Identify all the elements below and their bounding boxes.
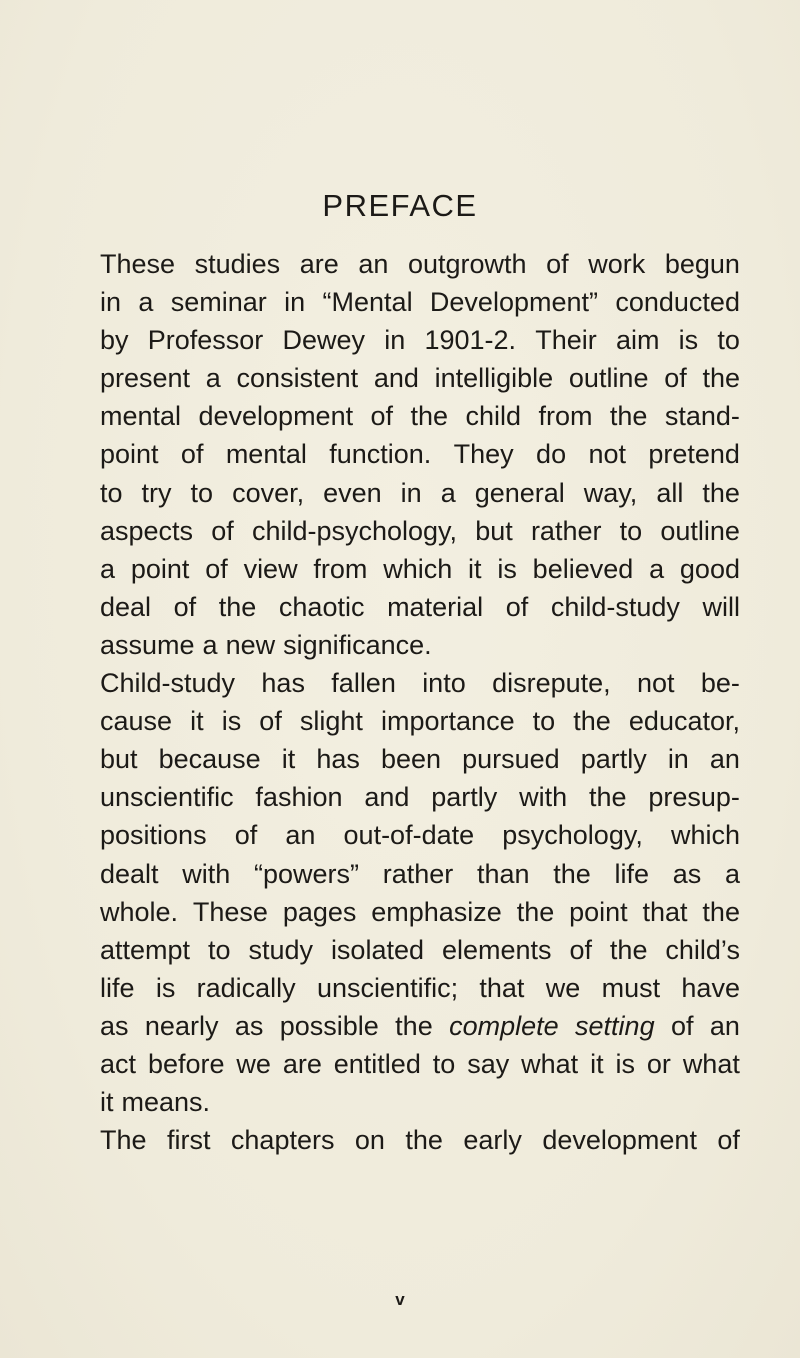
word: which xyxy=(670,820,740,851)
word: good xyxy=(679,553,740,584)
word: way, xyxy=(583,477,638,508)
word: say xyxy=(467,1048,510,1079)
word: fallen xyxy=(331,668,396,699)
word: Development” xyxy=(429,287,598,318)
word: been xyxy=(380,744,442,775)
word: view xyxy=(243,553,298,584)
word: assume xyxy=(100,629,195,660)
word: complete xyxy=(449,1010,559,1041)
text-line xyxy=(100,1045,740,1083)
word: “powers” xyxy=(253,858,360,889)
word: is xyxy=(615,1048,635,1079)
word: dealt xyxy=(100,858,159,889)
word: significance. xyxy=(283,629,432,660)
word: or xyxy=(646,1048,671,1079)
word: has xyxy=(316,744,360,775)
word: general xyxy=(474,477,565,508)
word: to xyxy=(207,934,231,965)
text-line xyxy=(100,397,740,435)
word: They xyxy=(453,439,514,470)
word: it xyxy=(190,706,204,737)
word: an xyxy=(709,744,740,775)
text-line xyxy=(100,1083,740,1121)
word: partly xyxy=(431,782,498,813)
word: the xyxy=(702,896,740,927)
word: cause xyxy=(100,706,173,737)
word: before xyxy=(147,1048,225,1079)
word: Dewey xyxy=(282,325,366,356)
word: positions xyxy=(100,820,207,851)
word: the xyxy=(609,934,648,965)
word: fashion xyxy=(255,782,343,813)
word: partly xyxy=(580,744,647,775)
word: Child-study xyxy=(100,668,236,699)
word: an xyxy=(709,1010,740,1041)
word: Their xyxy=(535,325,597,356)
word: by xyxy=(100,325,129,356)
word: are xyxy=(282,1048,322,1079)
text-line xyxy=(100,435,740,473)
word: to xyxy=(100,477,123,508)
word: with xyxy=(182,858,231,889)
word: from xyxy=(538,401,593,432)
word: These xyxy=(100,249,176,279)
word: the xyxy=(553,858,591,889)
word: of xyxy=(664,363,687,394)
word: outline xyxy=(568,363,649,394)
word: than xyxy=(476,858,530,889)
word: in xyxy=(100,287,122,318)
word: isolated xyxy=(330,934,425,965)
text-line xyxy=(100,1121,740,1159)
word: whole. xyxy=(100,896,179,927)
word: but xyxy=(100,744,138,775)
word: outline xyxy=(660,515,740,546)
word: life xyxy=(100,972,135,1003)
word: point xyxy=(569,896,628,927)
word: to xyxy=(532,706,556,737)
word: pages xyxy=(282,896,357,927)
word: importance xyxy=(381,706,515,737)
text-line xyxy=(100,664,740,702)
word: the xyxy=(609,401,648,432)
word: conducted xyxy=(615,287,740,318)
word: rather xyxy=(530,515,602,546)
word: first xyxy=(166,1125,211,1156)
word: and xyxy=(373,363,419,394)
word: a xyxy=(205,363,221,394)
word: aspects xyxy=(100,515,194,546)
word: have xyxy=(681,972,740,1003)
word: the xyxy=(405,1125,443,1156)
text-line xyxy=(100,969,740,1007)
word: begun xyxy=(664,249,740,279)
word: present xyxy=(100,363,191,394)
word: of xyxy=(205,553,228,584)
word: not xyxy=(637,668,675,699)
word: the xyxy=(218,591,257,622)
word: to xyxy=(717,325,740,356)
text-line xyxy=(100,588,740,626)
word: in xyxy=(400,477,422,508)
word: as xyxy=(100,1010,129,1041)
word: pretend xyxy=(648,439,740,470)
word: a xyxy=(724,858,740,889)
word: life xyxy=(614,858,649,889)
word: of xyxy=(370,401,394,432)
word: consistent xyxy=(236,363,359,394)
word: the xyxy=(410,401,449,432)
word: act xyxy=(100,1048,137,1079)
word: we xyxy=(236,1048,271,1079)
word: to xyxy=(619,515,643,546)
word: will xyxy=(702,591,740,622)
word: studies xyxy=(194,249,281,279)
word: is xyxy=(678,325,699,356)
word: unscientific; xyxy=(317,972,459,1003)
body-text xyxy=(100,245,740,1159)
word: emphasize xyxy=(371,896,502,927)
word: study xyxy=(248,934,313,965)
word: presup- xyxy=(648,782,740,813)
word: of xyxy=(173,591,197,622)
word: must xyxy=(601,972,661,1003)
word: all xyxy=(656,477,684,508)
word: of xyxy=(259,706,282,737)
word: we xyxy=(545,972,581,1003)
word: work xyxy=(588,249,646,279)
word: that xyxy=(642,896,688,927)
word: seminar xyxy=(170,287,267,318)
word: chaotic xyxy=(278,591,365,622)
text-line xyxy=(100,855,740,893)
word: The xyxy=(100,1125,147,1156)
text-line xyxy=(100,816,740,854)
word: it xyxy=(590,1048,604,1079)
word: in xyxy=(384,325,406,356)
word: but xyxy=(475,515,513,546)
word: disrepute, xyxy=(492,668,611,699)
page-number: v xyxy=(395,1290,405,1309)
text-line xyxy=(100,474,740,512)
word: what xyxy=(521,1048,579,1079)
word: be- xyxy=(700,668,740,699)
word: rather xyxy=(382,858,454,889)
word: what xyxy=(682,1048,740,1079)
word: of xyxy=(180,439,204,470)
text-line xyxy=(100,550,740,588)
word: point xyxy=(130,553,190,584)
word: that xyxy=(479,972,525,1003)
word: of xyxy=(211,515,234,546)
word: unscientific xyxy=(100,782,234,813)
word: the xyxy=(573,706,611,737)
word: is xyxy=(497,553,517,584)
word: is xyxy=(155,972,176,1003)
word: of xyxy=(670,1010,694,1041)
word: out-of-date xyxy=(343,820,475,851)
word: an xyxy=(358,249,389,279)
word: to xyxy=(432,1048,456,1079)
word: These xyxy=(192,896,268,927)
word: setting xyxy=(575,1010,655,1041)
word: development xyxy=(198,401,354,432)
text-line xyxy=(100,245,740,283)
word: as xyxy=(234,1010,264,1041)
word: slight xyxy=(299,706,363,737)
word: into xyxy=(422,668,466,699)
word: a xyxy=(440,477,456,508)
word: try xyxy=(141,477,172,508)
word: material xyxy=(387,591,484,622)
word: is xyxy=(221,706,242,737)
word: of xyxy=(505,591,529,622)
word: elements xyxy=(441,934,552,965)
word: radically xyxy=(196,972,296,1003)
word: mental xyxy=(225,439,307,470)
text-line xyxy=(100,778,740,816)
word: do xyxy=(536,439,567,470)
word: a xyxy=(100,553,116,584)
word: the xyxy=(516,896,555,927)
text-line xyxy=(100,512,740,550)
word: as xyxy=(672,858,702,889)
word: point xyxy=(100,439,159,470)
word: are xyxy=(299,249,339,279)
word: the xyxy=(702,477,740,508)
word: it xyxy=(281,744,296,775)
page-heading: PREFACE xyxy=(322,188,478,223)
word: child xyxy=(465,401,522,432)
word: child’s xyxy=(665,934,740,965)
word: has xyxy=(261,668,305,699)
word: child-psychology, xyxy=(251,515,458,546)
word: which xyxy=(383,553,453,584)
word: intelligible xyxy=(434,363,554,394)
word: to xyxy=(190,477,214,508)
word: in xyxy=(284,287,306,318)
word: outgrowth xyxy=(408,249,527,279)
word: cover, xyxy=(232,477,305,508)
word: pursued xyxy=(462,744,560,775)
word: of xyxy=(234,820,258,851)
word: of xyxy=(717,1125,740,1156)
word: on xyxy=(354,1125,385,1156)
word: nearly xyxy=(144,1010,219,1041)
text-line xyxy=(100,931,740,969)
word: it xyxy=(100,1087,114,1118)
word: a xyxy=(649,553,665,584)
text-line xyxy=(100,359,740,397)
word: psychology, xyxy=(502,820,643,851)
text-line xyxy=(100,321,740,359)
word: the xyxy=(395,1010,433,1041)
word: an xyxy=(285,820,316,851)
word: deal xyxy=(100,591,152,622)
text-line xyxy=(100,1007,740,1045)
word: child-study xyxy=(550,591,680,622)
word: aim xyxy=(615,325,660,356)
word: development xyxy=(542,1125,697,1156)
word: mental xyxy=(100,401,182,432)
word: believed xyxy=(532,553,634,584)
word: even xyxy=(323,477,382,508)
word: it xyxy=(468,553,482,584)
word: possible xyxy=(279,1010,379,1041)
word: a xyxy=(202,629,218,660)
text-line xyxy=(100,740,740,778)
word: of xyxy=(546,249,569,279)
word: a xyxy=(138,287,154,318)
word: stand- xyxy=(664,401,740,432)
word: entitled xyxy=(333,1048,421,1079)
word: in xyxy=(667,744,689,775)
word: because xyxy=(158,744,261,775)
word: early xyxy=(463,1125,522,1156)
word: and xyxy=(364,782,410,813)
text-line xyxy=(100,702,740,740)
word: 1901-2. xyxy=(424,325,517,356)
word: chapters xyxy=(230,1125,335,1156)
text-line xyxy=(100,283,740,321)
word: not xyxy=(588,439,626,470)
word: Professor xyxy=(147,325,264,356)
text-line xyxy=(100,626,740,664)
word: means. xyxy=(121,1087,211,1118)
word: with xyxy=(519,782,568,813)
word: from xyxy=(313,553,368,584)
word: new xyxy=(225,629,276,660)
word: “Mental xyxy=(322,287,413,318)
word: of xyxy=(569,934,592,965)
text-line xyxy=(100,893,740,931)
word: attempt xyxy=(100,934,191,965)
word: the xyxy=(588,782,627,813)
word: the xyxy=(702,363,740,394)
word: educator, xyxy=(628,706,740,737)
word: function. xyxy=(329,439,432,470)
